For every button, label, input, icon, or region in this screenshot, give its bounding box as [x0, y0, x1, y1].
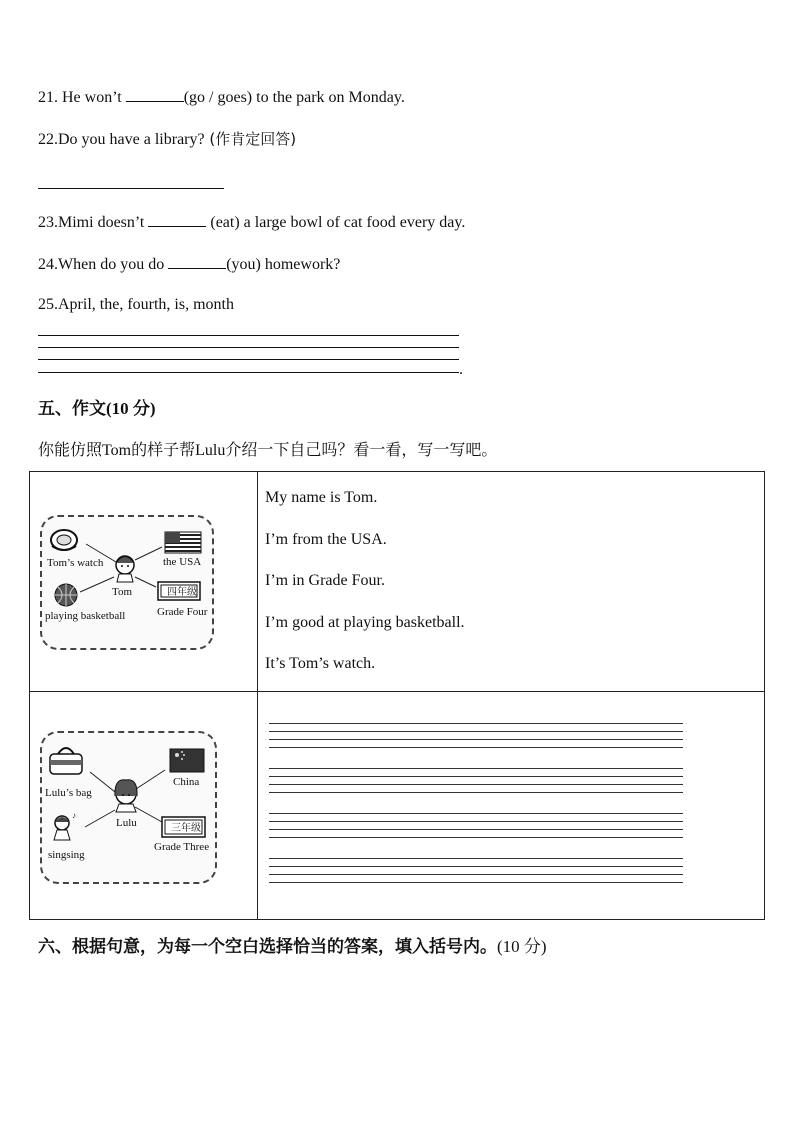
tom-watch-label: Tom’s watch: [47, 557, 104, 569]
question-22: 22.Do you have a library? (作肯定回答): [38, 130, 297, 148]
question-23: 23.Mimi doesn’t (eat) a large bowl of cat food every day.: [38, 214, 466, 231]
tom-map-drawing: [30, 472, 257, 691]
grade-sign-label: 三年级: [171, 823, 201, 834]
answer-line-25-1[interactable]: [38, 335, 459, 336]
answer-blank-23[interactable]: [148, 212, 206, 227]
singing-label: singsing: [48, 849, 85, 861]
watch-icon: [51, 530, 77, 550]
section5-instruction: 你能仿照Tom的样子帮Lulu介绍一下自己吗？看一看，写一写吧。: [38, 440, 498, 459]
example-sentence: My name is Tom.: [265, 489, 378, 506]
example-sentence: I’m in Grade Four.: [265, 572, 385, 589]
section6-heading: 六、根据句意，为每一个空白选择恰当的答案，填入括号内。(10 分): [38, 937, 547, 957]
example-picture-cell: [30, 472, 258, 692]
singing-icon: [54, 811, 76, 840]
answer-line-25-4[interactable]: [38, 372, 459, 373]
tom-mind-map: [30, 472, 257, 691]
question-25: 25.April, the, fourth, is, month: [38, 296, 234, 313]
answer-line-25-2[interactable]: [38, 347, 459, 348]
task-picture-cell: [30, 692, 258, 920]
usa-flag-icon: [165, 532, 201, 553]
svg-text:♪: ♪: [72, 811, 76, 820]
boy-icon: [116, 556, 134, 582]
writing-area[interactable]: [258, 692, 764, 919]
answer-line-22[interactable]: [38, 188, 224, 189]
example-sentence: I’m from the USA.: [265, 531, 387, 548]
answer-blank-21[interactable]: [126, 87, 184, 102]
writing-cell[interactable]: [258, 692, 765, 920]
hobby-label: playing basketball: [45, 610, 126, 622]
china-flag-icon: [170, 749, 204, 772]
example-sentences-cell: [258, 472, 765, 692]
girl-icon: [115, 780, 137, 812]
section5-heading: 五、作文(10 分): [38, 399, 156, 419]
end-period: .: [459, 361, 463, 378]
lulu-bag-label: Lulu’s bag: [45, 787, 92, 799]
example-sentence: It’s Tom’s watch.: [265, 655, 376, 672]
china-label: China: [173, 776, 200, 788]
answer-line-25-3[interactable]: [38, 359, 459, 360]
lulu-mind-map: [30, 692, 257, 919]
question-21: 21. He won’t (go / goes) to the park on Monday.: [38, 89, 405, 106]
answer-blank-24[interactable]: [168, 254, 226, 269]
grade-sign-label: 四年级: [167, 587, 197, 598]
lulu-name-label: Lulu: [116, 817, 137, 829]
lulu-map-drawing: [30, 692, 257, 919]
grade-four-label: Grade Four: [157, 606, 208, 618]
tom-name-label: Tom: [112, 586, 133, 598]
question-24: 24.When do you do (you) homework?: [38, 256, 341, 273]
example-sentence: I’m good at playing basketball.: [265, 614, 465, 631]
grade-three-label: Grade Three: [154, 841, 210, 853]
essay-table: [29, 471, 765, 920]
basketball-icon: [55, 584, 77, 606]
usa-label: the USA: [163, 556, 202, 568]
bag-icon: [50, 748, 82, 774]
